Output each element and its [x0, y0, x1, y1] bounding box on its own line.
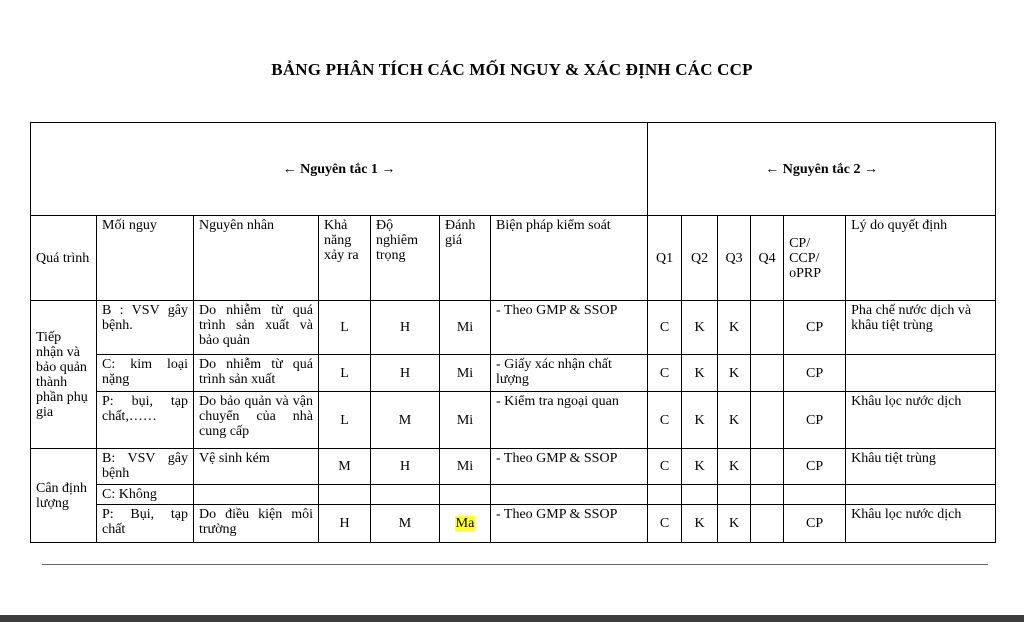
q1-cell: C [648, 505, 682, 543]
header-hazard: Mối nguy [97, 216, 194, 301]
control-type-cell: CP [784, 449, 846, 485]
q1-cell: C [648, 392, 682, 449]
principle-2-header: ← Nguyên tắc 2 → [648, 123, 996, 216]
process-cell: Cân định lượng [31, 449, 97, 543]
reason-cell [846, 355, 996, 392]
q3-cell: K [718, 505, 751, 543]
control-type-cell: CP [784, 505, 846, 543]
header-process: Quá trình [31, 216, 97, 301]
q3-cell: K [718, 301, 751, 355]
likelihood-cell: L [319, 301, 371, 355]
severity-cell: H [371, 301, 440, 355]
assessment-cell [440, 485, 491, 505]
hazard-cell: B : VSV gây bệnh. [97, 301, 194, 355]
page-title: BẢNG PHÂN TÍCH CÁC MỐI NGUY & XÁC ĐỊNH CÁC CCP [271, 60, 753, 79]
q3-cell [718, 485, 751, 505]
page-divider [42, 564, 988, 565]
q4-cell [751, 485, 784, 505]
q4-cell [751, 301, 784, 355]
q1-cell [648, 485, 682, 505]
principle-1-header: ← Nguyên tắc 1 → [31, 123, 648, 216]
q4-cell [751, 355, 784, 392]
q2-cell: K [682, 392, 718, 449]
cause-cell [194, 485, 319, 505]
q3-cell: K [718, 355, 751, 392]
header-likelihood: Khả năng xảy ra [319, 216, 371, 301]
header-reason: Lý do quyết định [846, 216, 996, 301]
q4-cell [751, 449, 784, 485]
q4-cell [751, 505, 784, 543]
likelihood-cell: H [319, 505, 371, 543]
header-severity: Độ nghiêm trọng [371, 216, 440, 301]
assessment-cell: Mi [440, 392, 491, 449]
reason-cell: Khâu lọc nước dịch [846, 392, 996, 449]
likelihood-cell: M [319, 449, 371, 485]
header-control-type: CP/ CCP/ oPRP [784, 216, 846, 301]
cause-cell: Do nhiễm từ quá trình sản xuất và bảo quản [194, 301, 319, 355]
viewer-bottom-bar [0, 615, 1024, 622]
hazard-analysis-table [30, 122, 996, 543]
table-row [31, 392, 996, 449]
severity-cell: M [371, 392, 440, 449]
principle-row [31, 123, 996, 216]
q3-cell: K [718, 449, 751, 485]
table-row [31, 505, 996, 543]
hazard-cell: C: kim loại nặng [97, 355, 194, 392]
assessment-cell [440, 505, 491, 543]
cause-cell: Do nhiễm từ quá trình sản xuất [194, 355, 319, 392]
header-cause: Nguyên nhân [194, 216, 319, 301]
severity-cell: M [371, 505, 440, 543]
control-cell: - Theo GMP & SSOP [491, 449, 648, 485]
hazard-cell: C: Không [97, 485, 194, 505]
control-cell [491, 485, 648, 505]
header-q3: Q3 [718, 216, 751, 301]
severity-cell: H [371, 355, 440, 392]
control-cell: - Giấy xác nhận chất lượng [491, 355, 648, 392]
likelihood-cell: L [319, 392, 371, 449]
header-q4: Q4 [751, 216, 784, 301]
header-control: Biện pháp kiểm soát [491, 216, 648, 301]
q2-cell: K [682, 449, 718, 485]
control-cell: - Theo GMP & SSOP [491, 505, 648, 543]
q1-cell: C [648, 355, 682, 392]
q2-cell: K [682, 301, 718, 355]
cause-cell: Vệ sinh kém [194, 449, 319, 485]
q2-cell [682, 485, 718, 505]
header-q1: Q1 [648, 216, 682, 301]
severity-cell: H [371, 449, 440, 485]
control-cell: - Theo GMP & SSOP [491, 301, 648, 355]
q3-cell: K [718, 392, 751, 449]
control-type-cell: CP [784, 392, 846, 449]
header-q2: Q2 [682, 216, 718, 301]
table-row [31, 301, 996, 355]
cause-cell: Do điều kiện môi trường [194, 505, 319, 543]
highlighted-assessment: Ma [455, 516, 475, 531]
q4-cell [751, 392, 784, 449]
reason-cell: Khâu lọc nước dịch [846, 505, 996, 543]
reason-cell: Khâu tiệt trùng [846, 449, 996, 485]
cause-cell: Do bảo quản và vận chuyển của nhà cung cấp [194, 392, 319, 449]
control-cell: - Kiểm tra ngoại quan [491, 392, 648, 449]
q1-cell: C [648, 449, 682, 485]
q2-cell: K [682, 355, 718, 392]
control-type-cell [784, 485, 846, 505]
table-row [31, 485, 996, 505]
hazard-analysis-table-frame [30, 122, 995, 543]
q2-cell: K [682, 505, 718, 543]
control-type-cell: CP [784, 355, 846, 392]
header-assessment: Đánh giá [440, 216, 491, 301]
table-row [31, 449, 996, 485]
table-row [31, 355, 996, 392]
reason-cell [846, 485, 996, 505]
reason-cell: Pha chế nước dịch và khâu tiệt trùng [846, 301, 996, 355]
severity-cell [371, 485, 440, 505]
control-type-cell: CP [784, 301, 846, 355]
likelihood-cell [319, 485, 371, 505]
process-cell: Tiếp nhận và bảo quản thành phần phụ gia [31, 301, 97, 449]
assessment-cell: Mi [440, 355, 491, 392]
q1-cell: C [648, 301, 682, 355]
hazard-cell: B: VSV gây bệnh [97, 449, 194, 485]
hazard-cell: P: bụi, tạp chất,…… [97, 392, 194, 449]
assessment-cell: Mi [440, 449, 491, 485]
assessment-cell: Mi [440, 301, 491, 355]
hazard-cell: P: Bụi, tạp chất [97, 505, 194, 543]
column-header-row [31, 216, 996, 301]
likelihood-cell: L [319, 355, 371, 392]
